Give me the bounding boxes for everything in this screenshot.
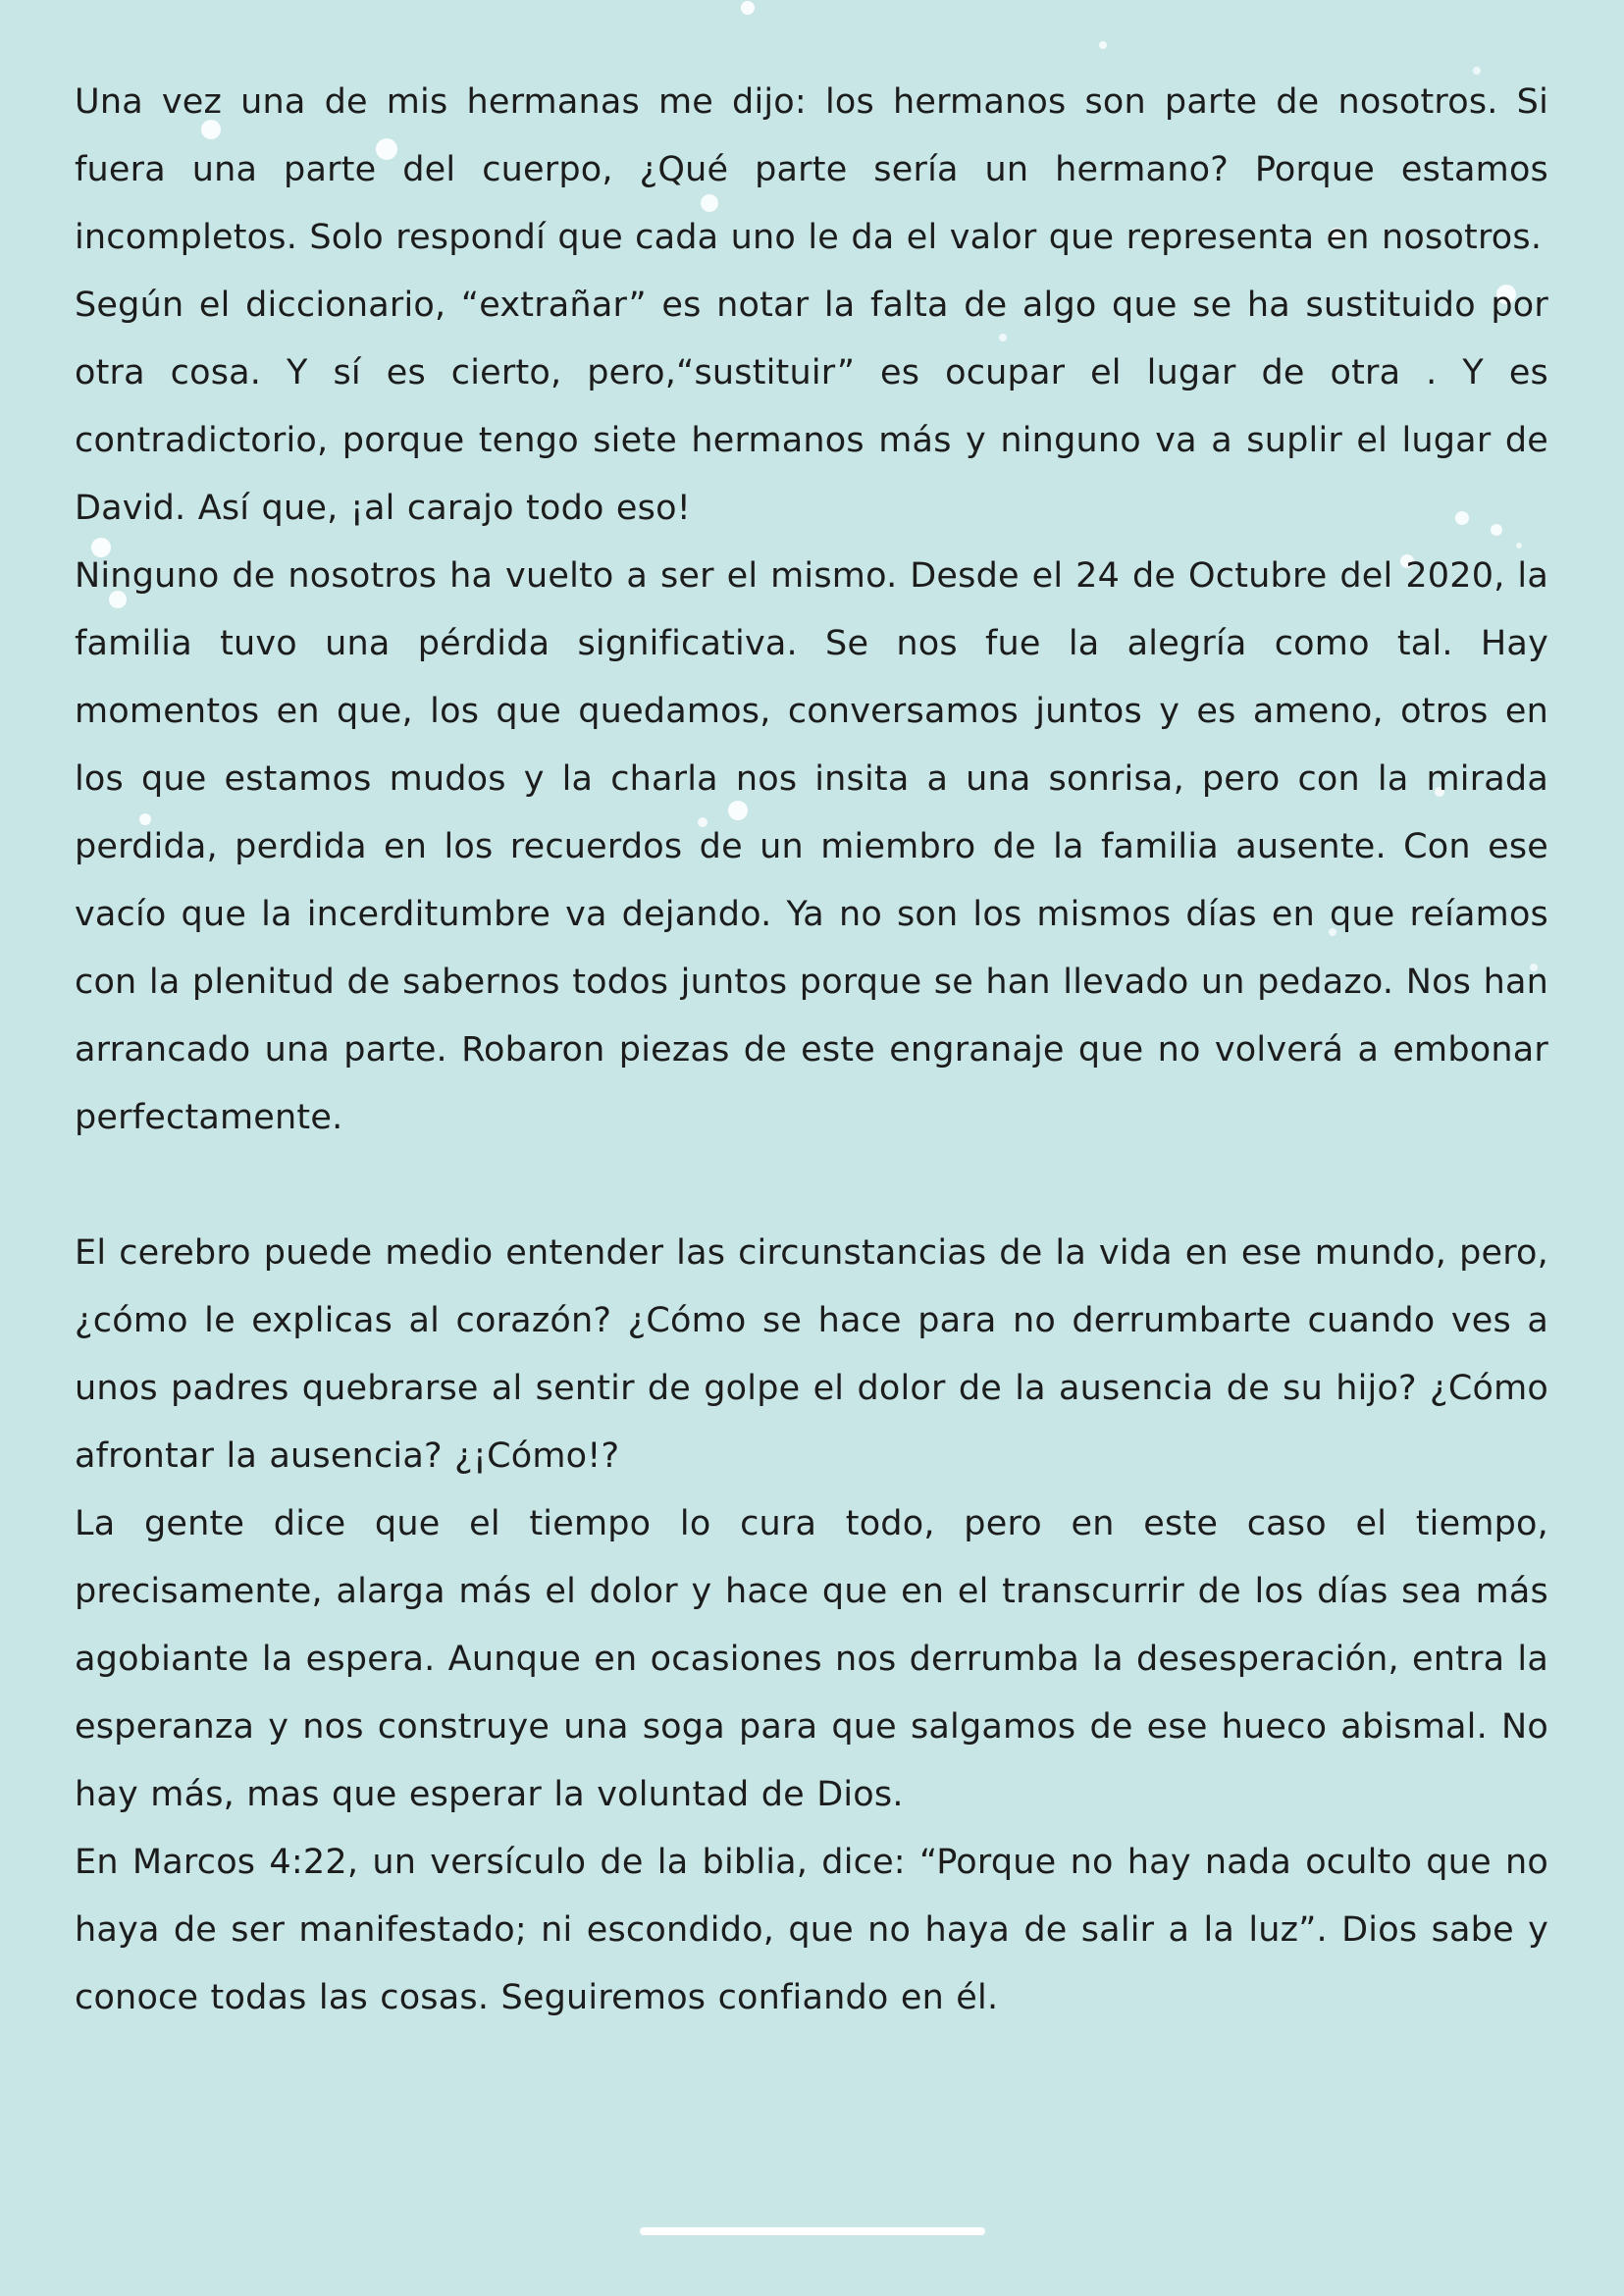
paragraph-spacer: [75, 1152, 1548, 1220]
paragraph-hermanas: Una vez una de mis hermanas me dijo: los hermanos son parte de nosotros. Si fuera una parte del cuerpo, ¿Qué parte sería un hermano? Porque estamos incompletos. Solo respondí que cada uno le da el valor que representa en nosotros.: [75, 82, 1548, 257]
article-body: [75, 69, 1548, 2032]
paragraph-cerebro: El cerebro puede medio entender las circunstancias de la vida en ese mundo, pero, ¿cómo le explicas al corazón? ¿Cómo se hace para no derrumbarte cuando ves a unos padres quebrarse al sentir de golpe el dolor de la ausencia de su hijo? ¿Cómo afrontar la ausencia? ¿¡Cómo!?: [75, 1233, 1548, 1476]
decorative-divider: [640, 2227, 985, 2235]
paragraph-ninguno: Ninguno de nosotros ha vuelto a ser el mismo. Desde el 24 de Octubre del 2020, la familia tuvo una pérdida significativa. Se nos fue la alegría como tal. Hay momentos en que, los que quedamos, conversamos juntos y es ameno, otros en los que estamos mudos y la charla nos insita a una sonrisa, pero con la mirada perdida, perdida en los recuerdos de un miembro de la familia ausente. Con ese vacío que la incerditumbre va dejando. Ya no son los mismos días en que reíamos con la plenitud de sabernos todos juntos porque se han llevado un pedazo. Nos han arrancado una parte. Robaron piezas de este engranaje que no volverá a embonar perfectamente.: [75, 556, 1548, 1137]
paragraph-marcos: En Marcos 4:22, un versículo de la biblia, dice: “Porque no hay nada oculto que no haya de ser manifestado; ni escondido, que no haya de salir a la luz”. Dios sabe y conoce todas las cosas. Seguiremos confiando en él.: [75, 1843, 1548, 2017]
paragraph-tiempo: La gente dice que el tiempo lo cura todo, pero en este caso el tiempo, precisamente, alarga más el dolor y hace que en el transcurrir de los días sea más agobiante la espera. Aunque en ocasiones nos derrumba la desesperación, entra la esperanza y nos construye una soga para que salgamos de ese hueco abismal. No hay más, mas que esperar la voluntad de Dios.: [75, 1504, 1548, 1814]
paragraph-extranar: Según el diccionario, “extrañar” es notar la falta de algo que se ha sustituido por otra cosa. Y sí es cierto, pero,“sustituir” es ocupar el lugar de otra . Y es contradictorio, porque tengo siete hermanos más y ninguno va a suplir el lugar de David. Así que, ¡al carajo todo eso!: [75, 286, 1548, 528]
